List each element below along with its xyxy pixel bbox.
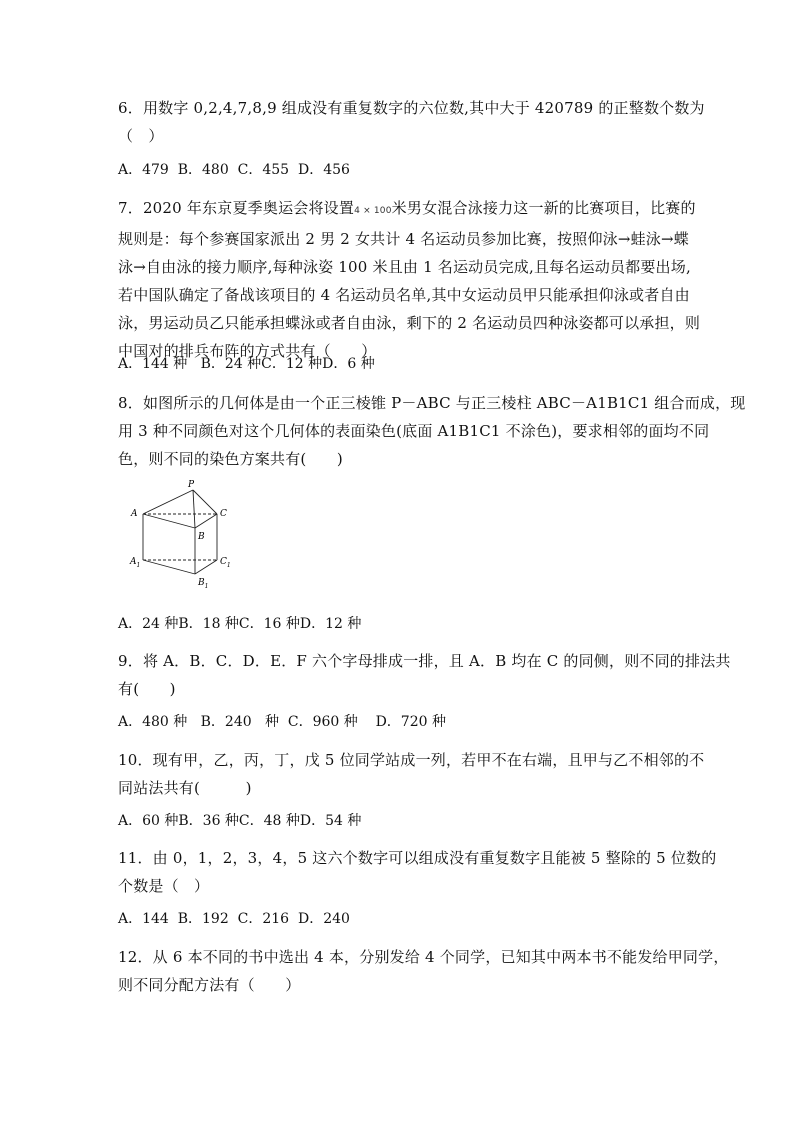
question-10 bbox=[118, 746, 705, 802]
question-10-options: A．60 种B．36 种C．48 种D．54 种 bbox=[118, 813, 362, 829]
question-6 bbox=[118, 94, 705, 150]
label-B: B bbox=[198, 532, 205, 542]
label-C1: $C_1$ bbox=[220, 557, 231, 569]
question-8 bbox=[118, 389, 746, 473]
question-6-line-2: （ ） bbox=[118, 127, 164, 145]
question-8-line-2: 用 3 种不同颜色对这个几何体的表面染色(底面 A1B1C1 不涂色)，要求相邻的面均不同 bbox=[118, 422, 710, 440]
edge-PC bbox=[193, 490, 217, 514]
question-7 bbox=[118, 194, 701, 365]
question-12 bbox=[118, 943, 729, 999]
question-10-line-1: 10．现有甲，乙，丙，丁，戊 5 位同学站成一列，若甲不在右端，且甲与乙不相邻的不 bbox=[118, 751, 705, 769]
question-7-options: A．144 种 B．24 种C．12 种D．6 种 bbox=[118, 356, 375, 372]
edge-PA bbox=[143, 490, 193, 514]
question-8-line-1: 8．如图所示的几何体是由一个正三棱锥 P－ABC 与正三棱柱 ABC－A1B1C1 组合而成，现 bbox=[118, 394, 746, 412]
label-B1: $B_1$ bbox=[198, 578, 209, 590]
question-7-line-1 bbox=[118, 194, 696, 225]
question-9-options: A．480 种 B．240 种 C．960 种 D．720 种 bbox=[118, 714, 446, 730]
question-6-line-1: 6．用数字 0,2,4,7,8,9 组成没有重复数字的六位数,其中大于 420789 的正整数个数为 bbox=[118, 99, 705, 117]
question-8-line-3: 色，则不同的染色方案共有( ) bbox=[118, 450, 343, 468]
edge-A1B1 bbox=[143, 560, 195, 574]
edge-B1C1 bbox=[195, 560, 217, 574]
question-7-line-1-start: 7．2020 年东京夏季奥运会将设置 bbox=[118, 199, 355, 217]
question-12-line-2: 则不同分配方法有（ ） bbox=[118, 976, 301, 994]
question-8-options: A．24 种B．18 种C．16 种D．12 种 bbox=[118, 616, 362, 632]
question-12-line-1: 12．从 6 本不同的书中选出 4 本，分别发给 4 个同学，已知其中两本书不能发给甲同学， bbox=[118, 948, 729, 966]
question-11-options: A．144 B．192 C．216 D．240 bbox=[118, 911, 350, 927]
edge-PB bbox=[193, 490, 195, 528]
question-9 bbox=[118, 647, 731, 703]
question-7-line-6: 中国对的排兵布阵的方式共有（ ） bbox=[118, 342, 377, 360]
question-11-line-1: 11．由 0，1，2，3，4，5 这六个数字可以组成没有重复数字且能被 5 整除的 5 位数的 bbox=[118, 849, 717, 867]
geometry-figure bbox=[125, 478, 245, 590]
label-C: C bbox=[220, 509, 227, 519]
question-10-line-2: 同站法共有( ) bbox=[118, 779, 252, 797]
question-7-line-5: 泳，男运动员乙只能承担蝶泳或者自由泳，剩下的 2 名运动员四种泳姿都可以承担，则 bbox=[118, 314, 701, 332]
edge-BC bbox=[195, 514, 217, 528]
label-P: P bbox=[188, 480, 195, 490]
label-A1: $A_1$ bbox=[130, 557, 141, 569]
relay-formula: 4 × 100 bbox=[354, 206, 392, 216]
question-11 bbox=[118, 844, 717, 900]
question-7-line-4: 若中国队确定了备战该项目的 4 名运动员名单,其中女运动员甲只能承担仰泳或者自由 bbox=[118, 286, 690, 304]
question-6-options: A．479 B．480 C．455 D．456 bbox=[118, 162, 350, 178]
question-11-line-2: 个数是（ ） bbox=[118, 877, 210, 895]
question-7-line-3: 泳→自由泳的接力顺序,每种泳姿 100 米且由 1 名运动员完成,且每名运动员都要出场, bbox=[118, 258, 691, 276]
question-7-line-2: 规则是：每个参赛国家派出 2 男 2 女共计 4 名运动员参加比赛，按照仰泳→蛙泳→蝶 bbox=[118, 230, 689, 248]
question-9-line-1: 9．将 A．B．C．D．E．F 六个字母排成一排，且 A．B 均在 C 的同侧，则不同的排法共 bbox=[118, 652, 731, 670]
label-A: A bbox=[131, 509, 138, 519]
question-7-line-1-end: 米男女混合泳接力这一新的比赛项目，比赛的 bbox=[391, 199, 696, 217]
question-9-line-2: 有( ) bbox=[118, 680, 176, 698]
edge-AB bbox=[143, 514, 195, 528]
